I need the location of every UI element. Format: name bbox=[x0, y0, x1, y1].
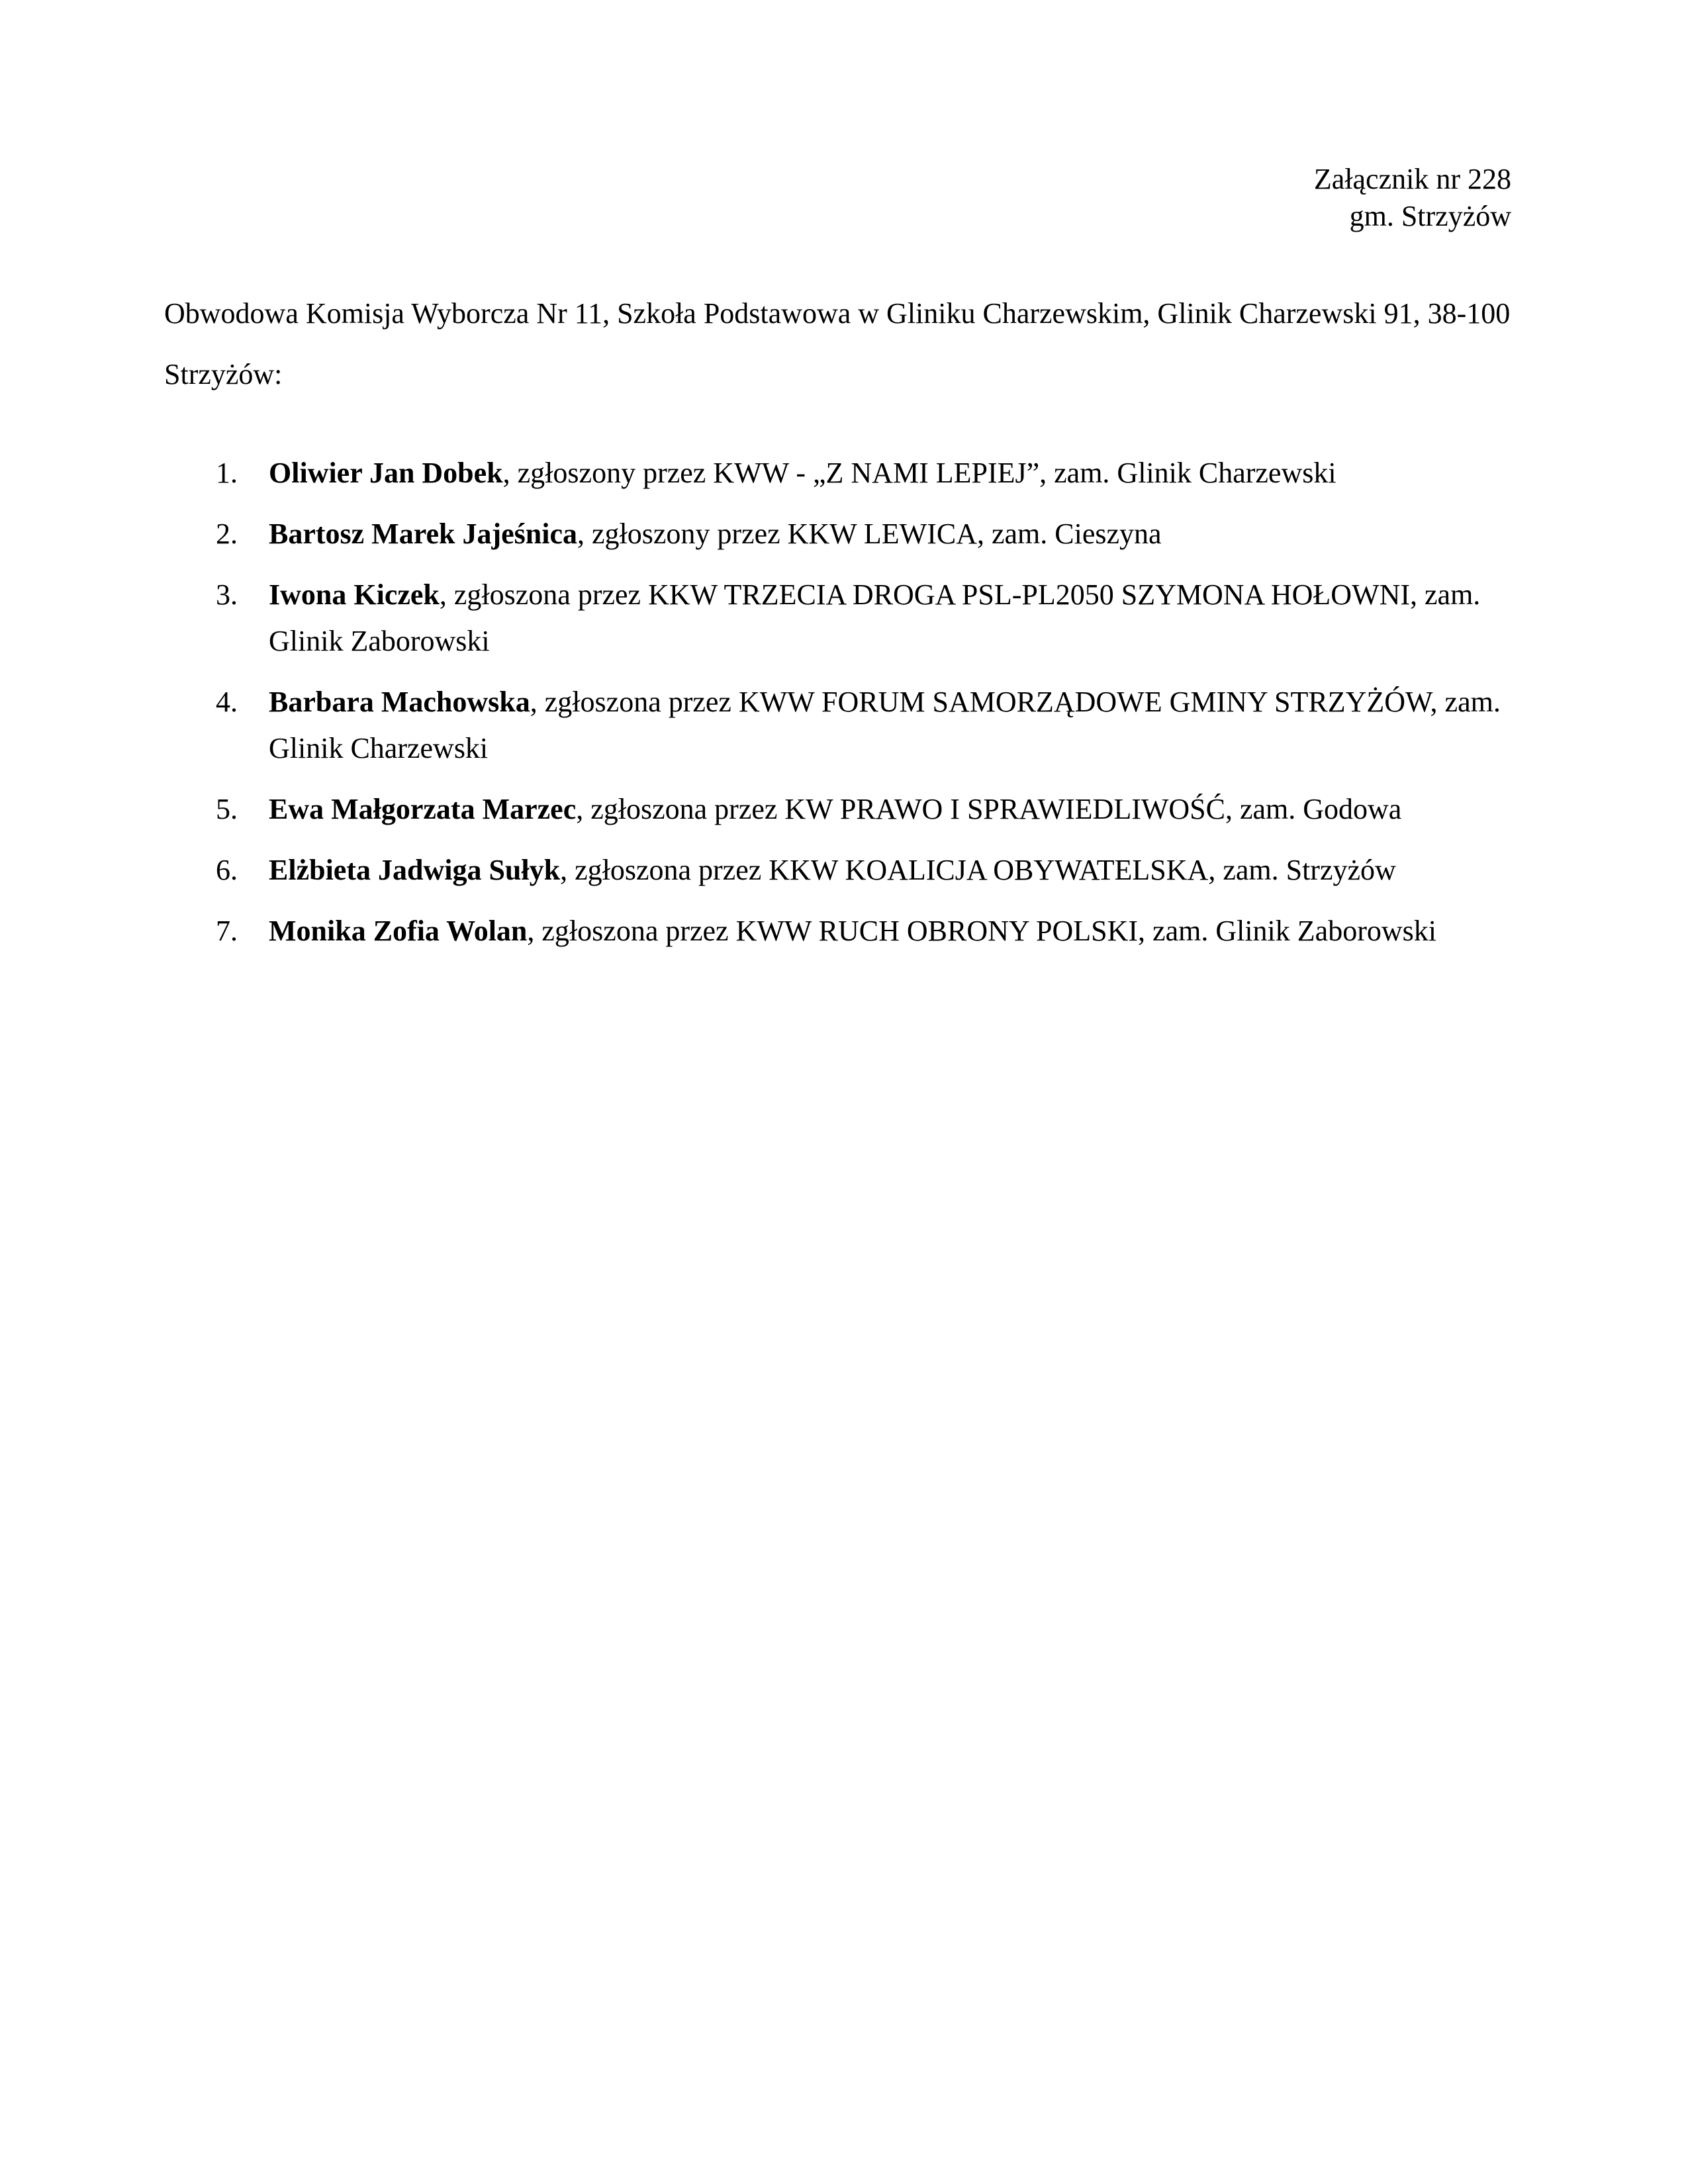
list-item bbox=[164, 847, 1511, 893]
list-item bbox=[164, 786, 1511, 833]
item-number: 5. bbox=[216, 793, 238, 825]
member-name: Monika Zofia Wolan bbox=[269, 915, 528, 947]
list-item bbox=[164, 572, 1511, 664]
member-details: , zgłoszona przez KWW FORUM SAMORZĄDOWE GMINY STRZYŻÓW, zam. Glinik Charzewski bbox=[269, 686, 1501, 764]
member-details: , zgłoszony przez KWW - „Z NAMI LEPIEJ”, zam. Glinik Charzewski bbox=[502, 457, 1336, 489]
item-number: 3. bbox=[216, 578, 238, 611]
attachment-number: Załącznik nr 228 bbox=[1313, 163, 1511, 195]
member-name: Iwona Kiczek bbox=[269, 578, 440, 611]
list-item bbox=[164, 908, 1511, 954]
commission-description: Obwodowa Komisja Wyborcza Nr 11, Szkoła Podstawowa w Gliniku Charzewskim, Glinik Charzewski 91, 38-100 Strzyżów: bbox=[164, 297, 1511, 390]
document-header bbox=[1314, 161, 1511, 235]
member-name: Barbara Machowska bbox=[269, 686, 530, 718]
member-details: , zgłoszona przez KKW TRZECIA DROGA PSL-PL2050 SZYMONA HOŁOWNI, zam. Glinik Zaborowski bbox=[269, 578, 1481, 657]
member-name: Oliwier Jan Dobek bbox=[269, 457, 503, 489]
list-item bbox=[164, 450, 1511, 496]
item-number: 1. bbox=[216, 457, 238, 489]
member-name: Bartosz Marek Jajeśnica bbox=[269, 518, 577, 550]
member-details: , zgłoszona przez KKW KOALICJA OBYWATELSKA, zam. Strzyżów bbox=[560, 854, 1396, 886]
list-item bbox=[164, 679, 1511, 772]
list-item bbox=[164, 511, 1511, 557]
member-details: , zgłoszona przez KWW RUCH OBRONY POLSKI, zam. Glinik Zaborowski bbox=[527, 915, 1436, 947]
item-number: 6. bbox=[216, 854, 238, 886]
member-name: Elżbieta Jadwiga Sułyk bbox=[269, 854, 561, 886]
member-name: Ewa Małgorzata Marzec bbox=[269, 793, 577, 825]
member-list bbox=[164, 450, 1511, 969]
member-details: , zgłoszony przez KKW LEWICA, zam. Cieszyna bbox=[577, 518, 1162, 550]
municipality-name: gm. Strzyżów bbox=[1349, 200, 1511, 232]
item-number: 2. bbox=[216, 518, 238, 550]
item-number: 4. bbox=[216, 686, 238, 718]
item-number: 7. bbox=[216, 915, 238, 947]
member-details: , zgłoszona przez KW PRAWO I SPRAWIEDLIWOŚĆ, zam. Godowa bbox=[576, 793, 1402, 825]
